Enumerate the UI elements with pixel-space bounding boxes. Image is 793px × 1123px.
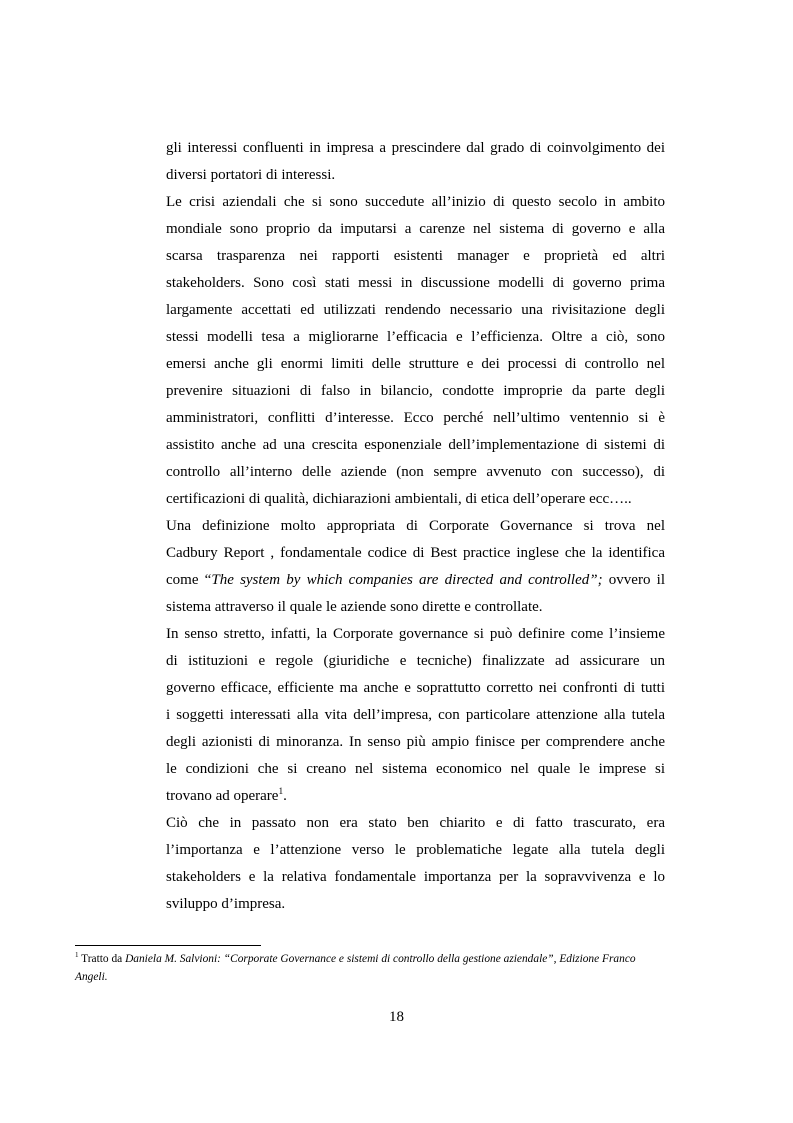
text-line: Ciò che in passato non era stato ben chiarito e di fatto trascurato, era (166, 815, 665, 831)
text-line: controllo all’interno delle aziende (non sempre avvenuto con successo), di (166, 464, 665, 480)
text-line-footnote-ref (166, 783, 665, 810)
footnote-line (75, 950, 720, 968)
text-line: emersi anche gli enormi limiti delle strutture e dei processi di controllo nel (166, 356, 665, 372)
text-line: certificazioni di qualità, dichiarazioni ambientali, di etica dell’operare ecc….. (166, 491, 632, 507)
footnote-reference[interactable]: 1 (278, 787, 284, 797)
ref-text: trovano ad operare (166, 788, 279, 804)
text-line: prevenire situazioni di falso in bilancio, condotte improprie da parte degli (166, 383, 665, 399)
text-line: Cadbury Report , fondamentale codice di Best practice inglese che la identifica (166, 545, 665, 561)
text-line: amministratori, conflitti d’interesse. Ecco perché nell’ultimo ventennio si è (166, 410, 665, 426)
footnote-line (75, 968, 720, 986)
text-line: stessi modelli tesa a migliorarne l’efficacia e l’efficienza. Oltre a ciò, sono (166, 329, 665, 345)
quote-suffix: ovvero il (602, 572, 665, 588)
text-line: assistito anche ad una crescita esponenziale dell’implementazione di sistemi di (166, 437, 665, 453)
text-line-quote (166, 567, 665, 594)
quote-prefix: come “ (166, 572, 212, 588)
text-line: gli interessi confluenti in impresa a prescindere dal grado di coinvolgimento dei (166, 140, 665, 156)
footnote-citation: Daniela M. Salvioni: “Corporate Governance e sistemi di controllo della gestione aziendale”, Edizione Franco (125, 953, 636, 965)
text-line: le condizioni che si creano nel sistema economico nel quale le imprese si (166, 761, 665, 777)
text-line: sistema attraverso il quale le aziende sono dirette e controllate. (166, 599, 543, 615)
text-line: Le crisi aziendali che si sono succedute all’inizio di questo secolo in ambito (166, 194, 665, 210)
text-line: i soggetti interessati alla vita dell’impresa, con particolare attenzione alla tutela (166, 707, 665, 723)
footnote-citation-end: Angeli. (75, 971, 108, 983)
text-line: Una definizione molto appropriata di Corporate Governance si trova nel (166, 518, 665, 534)
text-line: largamente accettati ed utilizzati rendendo necessario una rivisitazione degli (166, 302, 665, 318)
text-line: In senso stretto, infatti, la Corporate governance si può definire come l’insieme (166, 626, 665, 642)
text-line: stakeholders e la relativa fondamentale importanza per la sopravvivenza e lo (166, 869, 665, 885)
text-line: governo efficace, efficiente ma anche e soprattutto corretto nei confronti di tutti (166, 680, 665, 696)
footnote (75, 950, 720, 986)
footnote-intro: Tratto da (78, 953, 126, 965)
main-body-text (166, 135, 665, 918)
quote-italic: The system by which companies are directed and controlled”; (211, 572, 603, 588)
footnote-separator (75, 945, 261, 946)
page-number: 18 (389, 1009, 404, 1025)
text-line: sviluppo d’impresa. (166, 896, 286, 912)
text-line: degli azionisti di minoranza. In senso più ampio finisce per comprendere anche (166, 734, 665, 750)
text-line: mondiale sono proprio da imputarsi a carenze nel sistema di governo e alla (166, 221, 665, 237)
footnote-number: 1 (75, 951, 79, 960)
ref-punct: . (283, 788, 287, 804)
text-line: diversi portatori di interessi. (166, 167, 336, 183)
text-line: di istituzioni e regole (giuridiche e tecniche) finalizzate ad assicurare un (166, 653, 665, 669)
text-line: l’importanza e l’attenzione verso le problematiche legate alla tutela degli (166, 842, 665, 858)
text-line: scarsa trasparenza nei rapporti esistenti manager e proprietà ed altri (166, 248, 665, 264)
text-line: stakeholders. Sono così stati messi in discussione modelli di governo prima (166, 275, 665, 291)
